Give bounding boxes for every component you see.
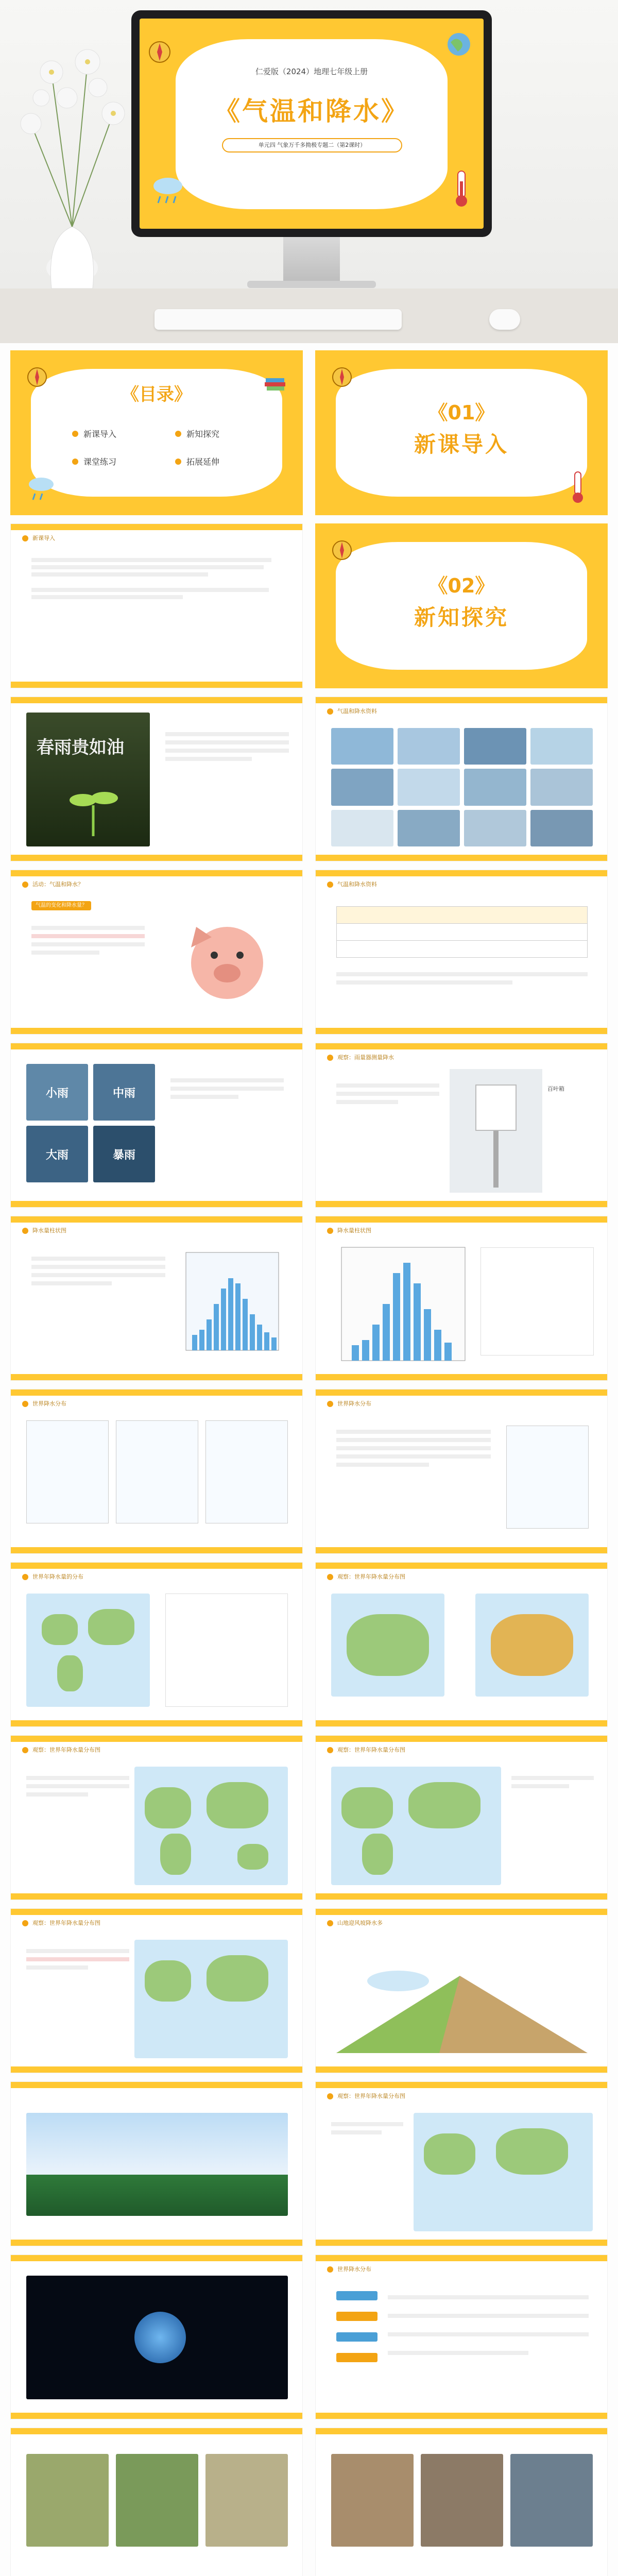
slide-heading: 新课导入 (20, 533, 60, 544)
chart-paragraph (31, 1252, 165, 1290)
slide-field-photos[interactable] (10, 2428, 303, 2576)
field-photo-b (116, 2454, 198, 2547)
heavy-rain-photo (26, 1126, 88, 1182)
slide-heading: 观察：雨量器测量降水 (325, 1053, 399, 1063)
terms-paragraph (170, 1074, 284, 1103)
slide-rain-chart[interactable] (10, 1216, 303, 1381)
section-number: 《01》 (428, 401, 495, 424)
climate-chart-b (116, 1420, 198, 1523)
compass-icon (26, 366, 48, 388)
hero-mockup (0, 0, 618, 343)
plant-vase-image (10, 21, 134, 289)
slide-climate-charts[interactable] (10, 1389, 303, 1554)
climate-chart-c (205, 1420, 288, 1523)
slide-heading: 观察：世界年降水量分布图 (20, 1745, 106, 1755)
slide-intro[interactable] (10, 523, 303, 688)
world-map (26, 1594, 150, 1707)
poem-big-text: 春雨贵如油 (37, 737, 124, 758)
slide-heading: 观察：世界年降水量分布图 (325, 1745, 410, 1755)
pig-cartoon-image (176, 906, 279, 1020)
slide-forest-landscape[interactable] (10, 2081, 303, 2246)
hero-publisher-line: 仁爱版（2024）地理七年级上册 (255, 67, 368, 76)
keyboard (154, 309, 402, 330)
rain-cloud-icon (26, 474, 57, 505)
slide-weather-photos[interactable] (315, 697, 608, 861)
slide-heading: 世界降水分布 (325, 2264, 376, 2275)
rainstorm-photo (93, 1126, 155, 1182)
slide-heading: 山地迎风坡降水多 (325, 1918, 388, 1928)
term-label: 大雨 (45, 1149, 68, 1162)
precipitation-bar-chart (181, 1247, 284, 1361)
slide-world-map-4[interactable] (315, 2081, 608, 2246)
climate-chart-a (26, 1420, 109, 1523)
slide-heading: 降水量柱状图 (325, 1226, 376, 1236)
building-photo-b (421, 2454, 503, 2547)
australia-map-a (331, 1594, 444, 1697)
slide-rain-text[interactable] (315, 1389, 608, 1554)
term-label: 中雨 (112, 1087, 135, 1100)
slide-section-02[interactable] (315, 523, 608, 688)
question-paragraph (31, 922, 145, 959)
world-map (414, 2113, 593, 2231)
thermometer-icon (443, 168, 479, 209)
slide-data-table[interactable] (315, 870, 608, 1035)
hero-title: 《气温和降水》 (214, 96, 409, 126)
table-note (336, 968, 588, 989)
station-paragraph (336, 1079, 439, 1108)
toc-item-1: 新课导入 (83, 429, 117, 439)
slide-heading: 观察：世界年降水量分布图 (20, 1918, 106, 1928)
station-photo (450, 1069, 542, 1193)
thermometer-icon (562, 469, 593, 505)
globe-icon (443, 29, 474, 60)
compass-icon (331, 539, 353, 562)
slide-heading: 世界年降水量的分布 (20, 1572, 89, 1582)
slide-heading: 世界降水分布 (20, 1399, 72, 1409)
slide-world-map-1[interactable] (10, 1735, 303, 1900)
toc-title: 《目录》 (122, 384, 192, 405)
summary-tag (336, 2332, 377, 2342)
bullet-icon (175, 431, 181, 437)
world-map (331, 1767, 501, 1885)
toc-item-2: 新知探究 (186, 429, 220, 439)
light-rain-photo (26, 1064, 88, 1121)
world-map (134, 1940, 288, 2058)
field-photo-c (205, 2454, 288, 2547)
bullet-icon (72, 431, 78, 437)
map-paragraph (511, 1772, 594, 1792)
monitor-base (247, 281, 376, 288)
hero-subtitle: 单元四 气象万千多拗极专题二（第2课时） (222, 138, 402, 152)
summary-tag (336, 2312, 377, 2321)
slide-mountain-rain[interactable] (315, 1908, 608, 2073)
section-title: 新课导入 (414, 432, 509, 457)
map-paragraph (331, 2118, 403, 2139)
summary-paragraph (388, 2291, 589, 2359)
monthly-bar-chart (336, 1242, 470, 1366)
field-photo-a (26, 2454, 109, 2547)
slide-rain-chart-2[interactable] (315, 1216, 608, 1381)
question-tag: 气温的变化和降水量？ (31, 901, 91, 910)
toc-item-4: 拓展延伸 (186, 457, 220, 467)
term-label: 暴雨 (112, 1149, 135, 1162)
monitor-screen (140, 19, 484, 229)
slide-heading: 世界降水分布 (325, 1399, 376, 1409)
monitor-stand (283, 237, 340, 283)
building-photo-a (331, 2454, 414, 2547)
rain-text-paragraph (336, 1426, 491, 1471)
slide-heading: 气温和降水资料 (325, 879, 382, 890)
photo-grid (331, 728, 593, 846)
intro-paragraph (31, 555, 284, 602)
bullet-icon (72, 459, 78, 465)
slide-poem[interactable] (10, 697, 303, 861)
toc-item-3: 课堂练习 (83, 457, 117, 467)
monitor (131, 10, 492, 237)
slide-weather-question[interactable] (10, 870, 303, 1035)
compass-icon (331, 366, 353, 388)
rain-sprout-photo (26, 713, 150, 846)
slide-toc[interactable] (10, 350, 303, 515)
slide-heading: 观察：世界年降水量分布图 (325, 1572, 410, 1582)
station-label: 百叶箱 (547, 1086, 564, 1092)
slide-world-map-2[interactable] (315, 1735, 608, 1900)
slide-heading: 活动：气温和降水？ (20, 879, 89, 890)
slide-australia-map[interactable] (315, 1562, 608, 1727)
weather-table (336, 906, 588, 958)
map-paragraph (26, 1772, 129, 1801)
moderate-rain-photo (93, 1064, 155, 1121)
australia-map-b (475, 1594, 589, 1697)
slide-section-01[interactable] (315, 350, 608, 515)
rain-cloud-icon (150, 173, 186, 209)
term-label: 小雨 (45, 1087, 68, 1100)
rain-chart-small (506, 1426, 589, 1529)
map-charts-panel (165, 1594, 288, 1707)
building-photo-c (510, 2454, 593, 2547)
map-paragraph (26, 1945, 129, 1974)
mountain-diagram (336, 1960, 588, 2053)
slide-earth[interactable] (10, 2255, 303, 2419)
summary-tag (336, 2353, 377, 2362)
books-icon (263, 371, 288, 397)
slide-heading: 观察：世界年降水量分布图 (325, 2091, 410, 2102)
weather-symbols-legend (480, 1247, 594, 1355)
world-map (134, 1767, 288, 1885)
slide-summary-tags[interactable] (315, 2255, 608, 2419)
mouse (489, 309, 520, 330)
slide-building-photos[interactable] (315, 2428, 608, 2576)
slide-world-map-3[interactable] (10, 1908, 303, 2073)
slide-map-charts[interactable] (10, 1562, 303, 1727)
section-title: 新知探究 (414, 605, 509, 630)
summary-tag (336, 2291, 377, 2300)
compass-icon (147, 39, 173, 65)
slide-rain-terms[interactable] (10, 1043, 303, 1208)
slide-weather-station[interactable] (315, 1043, 608, 1208)
bullet-icon (175, 459, 181, 465)
slide-heading: 气温和降水资料 (325, 706, 382, 717)
earth-photo (26, 2276, 288, 2399)
forest-photo (26, 2113, 288, 2216)
poem-paragraph (165, 728, 289, 765)
sprout-image (67, 774, 119, 836)
slide-heading: 降水量柱状图 (20, 1226, 72, 1236)
section-number: 《02》 (428, 574, 495, 597)
